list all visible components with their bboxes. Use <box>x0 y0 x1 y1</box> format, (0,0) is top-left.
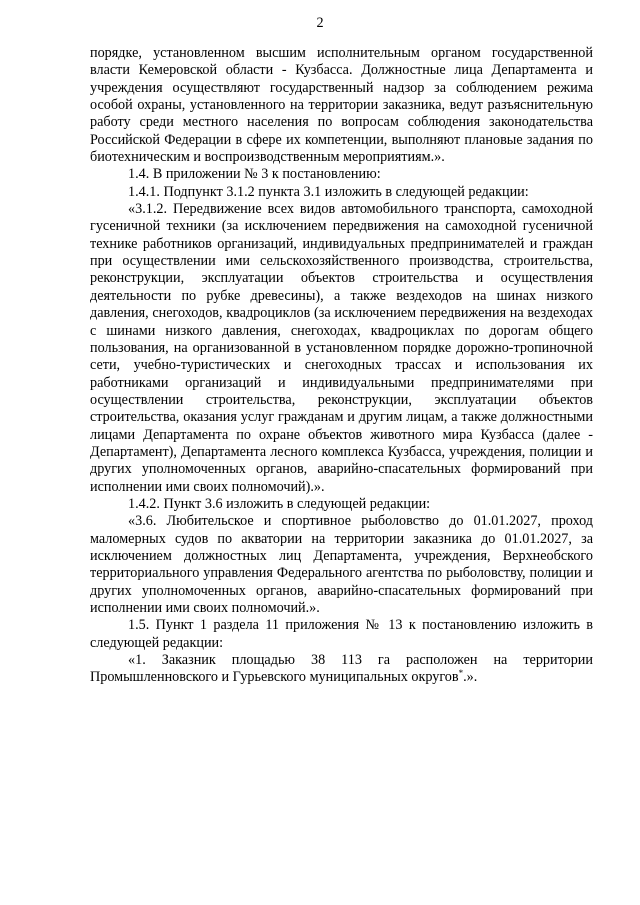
paragraph-appendix-3-intro: 1.4. В приложении № 3 к постановлению: <box>128 166 381 183</box>
paragraph-enforcement-duties: порядке, установленном высшим исполнительным органом государственной власти Кемеровской области - Кузбасса. Должностные лица Департамента и учреждения осуществляют государственный надзор за соблюдением режима особой охраны, установленного на территории заказника, ведут разъяснительную работу среди местного населения по вопросам соблюдения законодательства Российской Федерации в сфере их компетенции, выполняют плановые задания по биотехническим и воспроизводственным мероприятиям.». <box>90 45 593 166</box>
page-number: 2 <box>316 15 324 31</box>
document-body <box>90 45 593 687</box>
paragraph-clause-3-6-text: «3.6. Любительское и спортивное рыболовство до 01.01.2027, проход маломерных судов по акватории на территории заказника до 01.01.2027, за исключением должностных лиц Департамента, учреждения, Верхнеобского территориального управления Федерального агентства по рыболовству, полиции и других уполномоченных органов, аварийно-спасательных формирований при исполнении ими своих полномочий.». <box>90 513 593 616</box>
paragraph-subclause-3-1-2-intro: 1.4.1. Подпункт 3.1.2 пункта 3.1 изложить в следующей редакции: <box>128 183 529 200</box>
reserve-area-tail: .». <box>463 669 478 686</box>
paragraph-reserve-area <box>90 652 593 687</box>
paragraph-appendix-13-intro: 1.5. Пункт 1 раздела 11 приложения № 13 к постановлению изложить в следующей редакции: <box>90 617 593 651</box>
paragraph-clause-3-6-intro: 1.4.2. Пункт 3.6 изложить в следующей редакции: <box>128 495 431 512</box>
footnote-mark: * <box>458 668 464 679</box>
reserve-area-text: «1. Заказник площадью 38 113 га расположен на территории Промышленновского и Гурьевского муниципальных округов <box>90 652 593 686</box>
paragraph-subclause-3-1-2-text: «3.1.2. Передвижение всех видов автомобильного транспорта, самоходной гусеничной техники (за исключением передвижения на самоходной гусеничной технике работников организаций, индивидуальных предпринимателей и граждан при осуществлении ими сельскохозяйственного производства, строительства, реконструкции, эксплуатации объектов строительства и осуществления деятельности по рубке древесины), а также вездеходов на шинах низкого давления, снегоходов, квадроциклов (за исключением передвижения на вездеходах с шинами низкого давления, снегоходах, квадроциклах по дорогам общего пользования, на организованной в установленном порядке дорожно-тропиночной сети, учебно-туристических и снегоходных трассах и использования их работниками организаций и индивидуальными предпринимателями при осуществлении строительства, реконструкции, эксплуатации объектов строительства, оказания услуг гражданам и другим лицам, а также должностными лицами Департамента по охране объектов животного мира Кузбасса (далее - Департамент), Департамента лесного комплекса Кузбасса, учреждения, полиции и других уполномоченных органов, аварийно-спасательных формирований при исполнении ими своих полномочий).». <box>90 201 593 495</box>
